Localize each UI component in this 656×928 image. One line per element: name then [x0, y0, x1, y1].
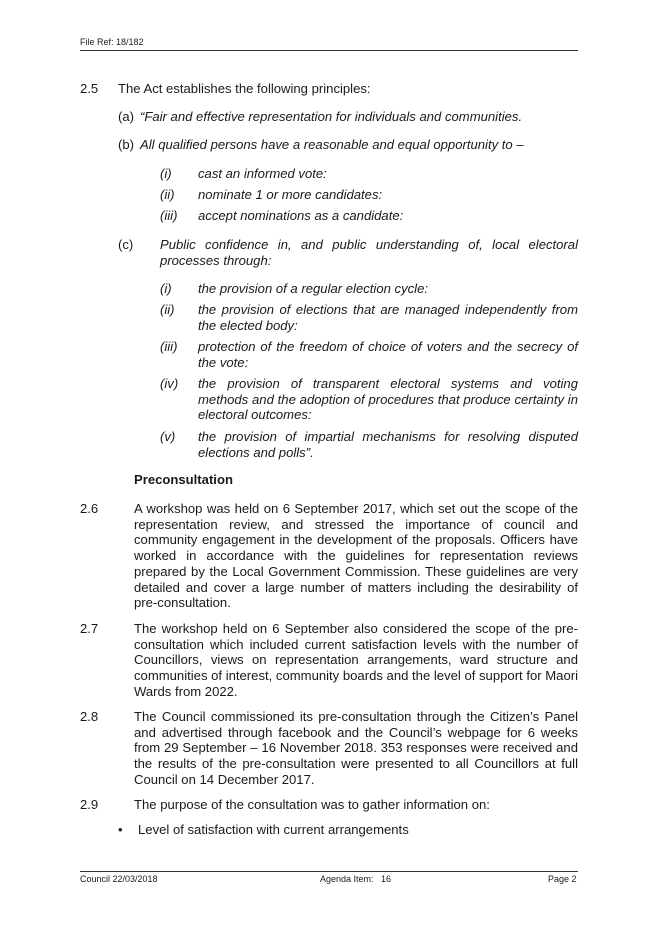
footer-page-number: Page 2 — [548, 874, 577, 884]
file-reference: File Ref: 18/182 — [80, 37, 144, 47]
principle-b-text: All qualified persons have a reasonable and equal opportunity to – — [140, 137, 524, 152]
footer-rule — [80, 871, 578, 872]
section-2-5-intro: The Act establishes the following principles: — [118, 81, 371, 96]
section-number-2-5: 2.5 — [80, 81, 99, 96]
section-2-9-text: The purpose of the consultation was to gather information on: — [134, 797, 490, 812]
principle-c-item-label: (iii) — [160, 339, 178, 354]
principle-b-label: (b) — [118, 137, 135, 152]
principle-c-item-text: the provision of impartial mechanisms for resolving disputed elections and polls”. — [198, 429, 578, 460]
principle-a-text: “Fair and effective representation for individuals and communities. — [140, 109, 523, 124]
section-2-8-text: The Council commissioned its pre-consultation through the Citizen’s Panel and advertised through facebook and the Council’s webpage for 6 weeks from 29 September – 16 November 2018. 353 responses were received and the results of the pre-consultation were presented to all Councillors at full Council on 14 December 2017. — [134, 709, 578, 787]
section-number-2-7: 2.7 — [80, 621, 99, 636]
principle-c-label: (c) — [118, 237, 134, 252]
principle-c-text: Public confidence in, and public understanding of, local electoral processes through: — [160, 237, 578, 268]
principle-c-item-label: (i) — [160, 281, 172, 296]
principle-b-item-text: cast an informed vote: — [198, 166, 327, 181]
principle-b-item-label: (i) — [160, 166, 172, 181]
principle-c-item-text: protection of the freedom of choice of voters and the secrecy of the vote: — [198, 339, 578, 370]
section-number-2-8: 2.8 — [80, 709, 99, 724]
principle-c-item-text: the provision of elections that are managed independently from the elected body: — [198, 302, 578, 333]
section-number-2-6: 2.6 — [80, 501, 99, 516]
principle-a-label: (a) — [118, 109, 135, 124]
bullet-item: Level of satisfaction with current arrangements — [138, 822, 409, 837]
principle-c-item-label: (ii) — [160, 302, 175, 317]
principle-b-item-label: (iii) — [160, 208, 178, 223]
bullet-dot-icon: • — [118, 822, 123, 837]
footer-agenda-number: 16 — [381, 874, 392, 884]
principle-b-item-text: nominate 1 or more candidates: — [198, 187, 383, 202]
principle-c-item-text: the provision of a regular election cycle: — [198, 281, 428, 296]
header-rule — [80, 50, 578, 51]
principle-c-item-text: the provision of transparent electoral systems and voting methods and the adoption of procedures that produce certainty in electoral outcomes: — [198, 376, 578, 423]
principle-b-item-label: (ii) — [160, 187, 175, 202]
footer-agenda-label: Agenda Item: — [320, 874, 374, 884]
footer-date: Council 22/03/2018 — [80, 874, 158, 884]
section-heading-preconsultation: Preconsultation — [134, 472, 233, 487]
section-2-6-text: A workshop was held on 6 September 2017, which set out the scope of the representation review, and stressed the importance of council and community engagement in the development of the proposals. Officers have worked in accordance with the guidelines for representation reviews prepared by the Local Government Commission. These guidelines are very detailed and cover a large number of matters including the desirability of pre-consultation. — [134, 501, 578, 611]
principle-b-item-text: accept nominations as a candidate: — [198, 208, 404, 223]
principle-c-item-label: (v) — [160, 429, 176, 444]
section-number-2-9: 2.9 — [80, 797, 99, 812]
principle-c-item-label: (iv) — [160, 376, 179, 391]
section-2-7-text: The workshop held on 6 September also considered the scope of the pre-consultation which included current satisfaction levels with the number of Councillors, views on representation arrangements, ward structure and communities of interest, community boards and the level of support for Maori Wards from 2022. — [134, 621, 578, 699]
